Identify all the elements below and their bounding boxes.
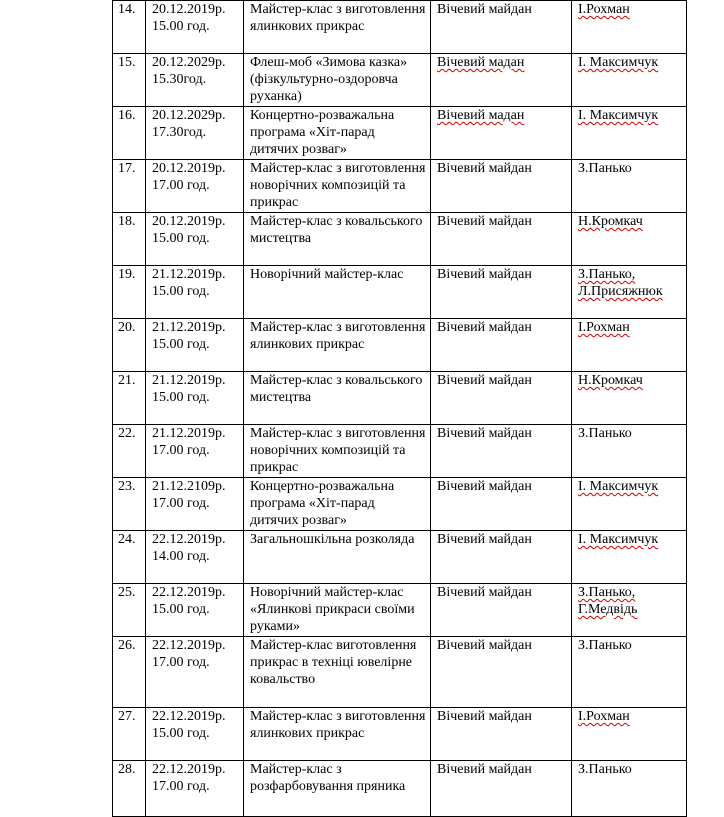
responsible-cell (572, 761, 687, 817)
event-cell (244, 372, 431, 425)
date-cell (146, 584, 244, 637)
event-cell (244, 708, 431, 761)
place-text: Вічевий майдан (437, 479, 532, 494)
table-row (113, 266, 687, 319)
date-text: 21.12.2019р. 15.00 год. (152, 320, 226, 352)
date-text: 20.12.2029р. 17.30год. (152, 108, 226, 140)
table-row (113, 54, 687, 107)
table-row (113, 107, 687, 160)
table-row (113, 478, 687, 531)
table-row (113, 425, 687, 478)
table-row (113, 213, 687, 266)
row-number-text: 17. (118, 161, 136, 176)
row-number-text: 20. (118, 320, 136, 335)
responsible-cell (572, 54, 687, 107)
event-cell (244, 478, 431, 531)
row-number-text: 23. (118, 479, 136, 494)
place-text: Вічевий мадан (437, 108, 525, 123)
place-text: Вічевий майдан (437, 2, 532, 17)
responsible-cell (572, 107, 687, 160)
responsible-cell (572, 160, 687, 213)
event-cell (244, 213, 431, 266)
event-cell (244, 584, 431, 637)
date-cell (146, 54, 244, 107)
responsible-text: І. Максимчук (578, 479, 659, 494)
date-cell (146, 425, 244, 478)
row-number-cell (113, 478, 146, 531)
row-number-cell (113, 708, 146, 761)
date-text: 22.12.2019р. 17.00 год. (152, 762, 226, 794)
event-cell (244, 107, 431, 160)
place-cell (431, 584, 572, 637)
event-cell (244, 531, 431, 584)
date-text: 20.12.2019р. 15.00 год. (152, 214, 226, 246)
event-text: Концертно-розважальна програма «Хіт-парад дитячих розваг» (250, 108, 395, 157)
event-cell (244, 425, 431, 478)
row-number-cell (113, 372, 146, 425)
date-cell (146, 1, 244, 54)
place-cell (431, 637, 572, 708)
row-number-text: 14. (118, 2, 136, 17)
row-number-text: 15. (118, 55, 136, 70)
event-cell (244, 319, 431, 372)
place-cell (431, 107, 572, 160)
date-cell (146, 213, 244, 266)
row-number-text: 28. (118, 762, 136, 777)
table-row (113, 319, 687, 372)
row-number-text: 26. (118, 638, 136, 653)
date-text: 21.12.2019р. 15.00 год. (152, 373, 226, 405)
row-number-text: 16. (118, 108, 136, 123)
event-text: Флеш-моб «Зимова казка» (фізкультурно-оздоровча руханка) (250, 55, 408, 104)
date-text: 22.12.2019р. 15.00 год. (152, 585, 226, 617)
responsible-cell (572, 266, 687, 319)
table-row (113, 708, 687, 761)
responsible-cell (572, 584, 687, 637)
responsible-text: І.Рохман (578, 2, 630, 17)
place-text: Вічевий майдан (437, 762, 532, 777)
event-text: Новорічний майстер-клас «Ялинкові прикраси своїми руками» (250, 585, 415, 634)
place-text: Вічевий майдан (437, 585, 532, 600)
responsible-cell (572, 1, 687, 54)
responsible-cell (572, 637, 687, 708)
event-text: Майстер-клас з виготовлення ялинкових прикрас (250, 320, 426, 352)
responsible-cell (572, 213, 687, 266)
date-text: 21.12.2109р. 17.00 год. (152, 479, 226, 511)
responsible-cell (572, 708, 687, 761)
row-number-text: 22. (118, 426, 136, 441)
row-number-text: 21. (118, 373, 136, 388)
place-cell (431, 425, 572, 478)
date-cell (146, 478, 244, 531)
row-number-text: 19. (118, 267, 136, 282)
event-text: Концертно-розважальна програма «Хіт-парад дитячих розваг» (250, 479, 395, 528)
responsible-text: З.Панько, Г.Медвідь (578, 585, 638, 617)
row-number-cell (113, 637, 146, 708)
place-cell (431, 1, 572, 54)
date-text: 20.12.2019р. 15.00 год. (152, 2, 226, 34)
place-text: Вічевий майдан (437, 638, 532, 653)
place-cell (431, 319, 572, 372)
responsible-cell (572, 425, 687, 478)
responsible-cell (572, 531, 687, 584)
date-cell (146, 637, 244, 708)
responsible-cell (572, 319, 687, 372)
date-text: 20.12.2019р. 17.00 год. (152, 161, 226, 193)
row-number-cell (113, 584, 146, 637)
place-cell (431, 266, 572, 319)
event-text: Майстер-клас з виготовлення ялинкових прикрас (250, 709, 426, 741)
date-cell (146, 107, 244, 160)
responsible-cell (572, 478, 687, 531)
place-text: Вічевий майдан (437, 532, 532, 547)
row-number-cell (113, 54, 146, 107)
table-row (113, 531, 687, 584)
date-cell (146, 266, 244, 319)
place-cell (431, 372, 572, 425)
row-number-cell (113, 531, 146, 584)
events-table (112, 0, 687, 817)
table-row (113, 637, 687, 708)
row-number-cell (113, 160, 146, 213)
row-number-cell (113, 761, 146, 817)
events-table-body (113, 1, 687, 817)
event-text: Майстер-клас з розфарбовування пряника (250, 762, 406, 794)
place-cell (431, 160, 572, 213)
date-cell (146, 708, 244, 761)
responsible-text: І. Максимчук (578, 532, 659, 547)
event-text: Загальношкільна розколяда (250, 532, 415, 547)
place-text: Вічевий майдан (437, 320, 532, 335)
date-text: 22.12.2019р. 14.00 год. (152, 532, 226, 564)
responsible-text: І.Рохман (578, 709, 630, 724)
date-text: 21.12.2019р. 15.00 год. (152, 267, 226, 299)
responsible-text: З.Панько (578, 161, 632, 176)
date-cell (146, 319, 244, 372)
place-cell (431, 478, 572, 531)
event-text: Майстер-клас з ковальського мистецтва (250, 373, 423, 405)
row-number-cell (113, 107, 146, 160)
place-text: Вічевий майдан (437, 373, 532, 388)
event-text: Майстер-клас з ковальського мистецтва (250, 214, 423, 246)
event-text: Майстер-клас виготовлення прикрас в техніці ювелірне ковальство (250, 638, 417, 687)
date-text: 22.12.2019р. 17.00 год. (152, 638, 226, 670)
date-text: 21.12.2019р. 17.00 год. (152, 426, 226, 458)
event-cell (244, 1, 431, 54)
date-cell (146, 761, 244, 817)
table-row (113, 1, 687, 54)
event-cell (244, 54, 431, 107)
table-row (113, 761, 687, 817)
table-row (113, 160, 687, 213)
responsible-text: З.Панько (578, 762, 632, 777)
place-cell (431, 761, 572, 817)
date-text: 20.12.2029р. 15.30год. (152, 55, 226, 87)
row-number-cell (113, 425, 146, 478)
event-cell (244, 761, 431, 817)
table-row (113, 584, 687, 637)
event-text: Майстер-клас з виготовлення новорічних композицій та прикрас (250, 426, 426, 475)
place-cell (431, 708, 572, 761)
row-number-cell (113, 1, 146, 54)
responsible-text: З.Панько (578, 638, 632, 653)
place-cell (431, 213, 572, 266)
event-cell (244, 637, 431, 708)
date-cell (146, 372, 244, 425)
event-text: Новорічний майстер-клас (250, 267, 404, 282)
row-number-text: 25. (118, 585, 136, 600)
responsible-text: З.Панько, Л.Присяжнюк (578, 267, 663, 299)
place-cell (431, 531, 572, 584)
event-text: Майстер-клас з виготовлення новорічних композицій та прикрас (250, 161, 426, 210)
row-number-cell (113, 213, 146, 266)
event-cell (244, 160, 431, 213)
responsible-text: З.Панько (578, 426, 632, 441)
table-row (113, 372, 687, 425)
date-cell (146, 160, 244, 213)
row-number-text: 27. (118, 709, 136, 724)
row-number-text: 18. (118, 214, 136, 229)
responsible-text: Н.Кромкач (578, 373, 643, 388)
responsible-cell (572, 372, 687, 425)
place-text: Вічевий майдан (437, 161, 532, 176)
place-cell (431, 54, 572, 107)
place-text: Вічевий майдан (437, 267, 532, 282)
event-cell (244, 266, 431, 319)
event-text: Майстер-клас з виготовлення ялинкових прикрас (250, 2, 426, 34)
row-number-cell (113, 266, 146, 319)
place-text: Вічевий майдан (437, 426, 532, 441)
responsible-text: Н.Кромкач (578, 214, 643, 229)
responsible-text: І. Максимчук (578, 108, 659, 123)
place-text: Вічевий майдан (437, 214, 532, 229)
responsible-text: І. Максимчук (578, 55, 659, 70)
row-number-cell (113, 319, 146, 372)
date-cell (146, 531, 244, 584)
responsible-text: І.Рохман (578, 320, 630, 335)
date-text: 22.12.2019р. 15.00 год. (152, 709, 226, 741)
row-number-text: 24. (118, 532, 136, 547)
place-text: Вічевий мадан (437, 55, 525, 70)
place-text: Вічевий майдан (437, 709, 532, 724)
